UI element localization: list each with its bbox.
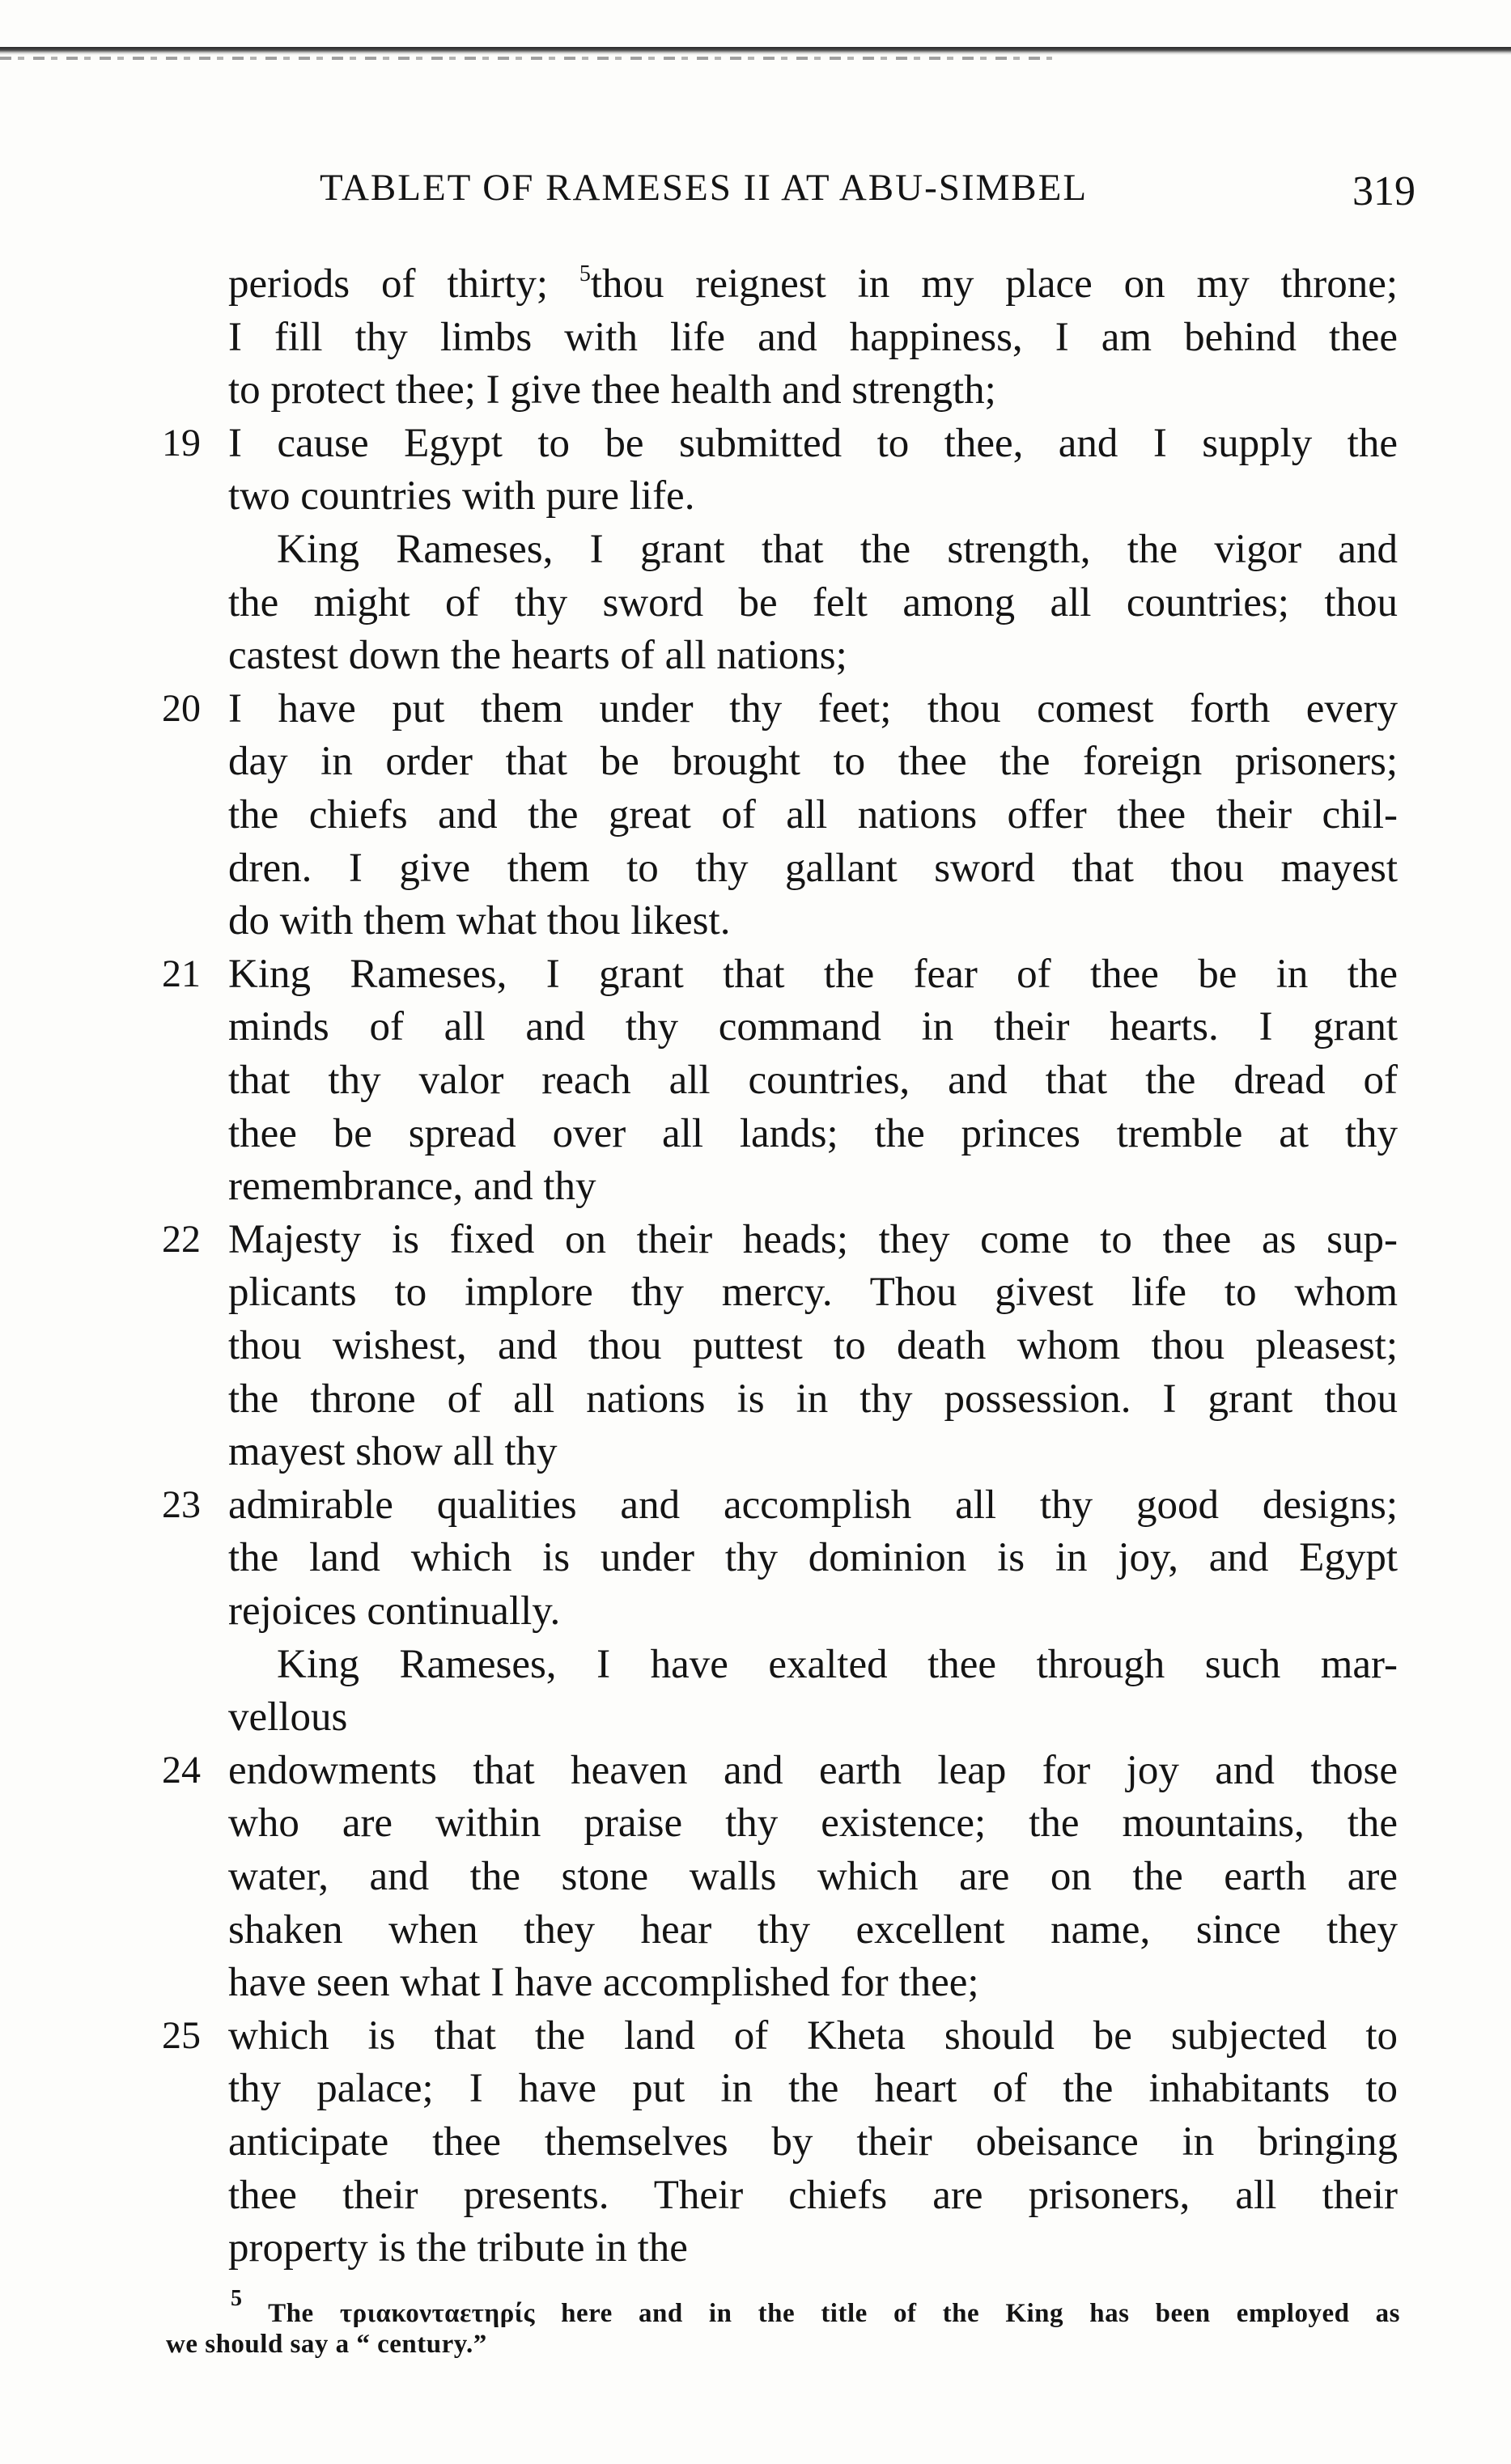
text-line: I cause Egypt to be submitted to thee, and I supply the [228, 421, 1398, 466]
verse-number: 23 [162, 1483, 201, 1526]
text-line: rejoices continually. [228, 1588, 561, 1634]
text-line: do with them what thou likest. [228, 898, 731, 944]
text-line: water, and the stone walls which are on the earth are [228, 1854, 1398, 1899]
running-title: TABLET OF RAMESES II AT ABU-SIMBEL [320, 167, 1089, 209]
text-line: thy palace; I have put in the heart of the inhabitants to [228, 2066, 1398, 2111]
text-line: property is the tribute in the [228, 2225, 688, 2271]
text-line: the chiefs and the great of all nations offer thee their chil- [228, 792, 1398, 838]
text-line: anticipate thee themselves by their obeisance in bringing [228, 2119, 1398, 2165]
text-line: to protect thee; I give thee health and strength; [228, 367, 996, 413]
footnote-line-2: we should say a “ century.” [166, 2330, 487, 2359]
scan-border [0, 47, 1511, 55]
text-line: the land which is under thy dominion is in joy, and Egypt [228, 1535, 1398, 1580]
text-line: remembrance, and thy [228, 1164, 596, 1209]
text-line: the throne of all nations is in thy possession. I grant thou [228, 1376, 1398, 1422]
text-line: plicants to implore thy mercy. Thou givest life to whom [228, 1270, 1398, 1315]
footnote-line-1 [166, 2286, 1400, 2329]
text-line: thou wishest, and thou puttest to death whom thou pleasest; [228, 1323, 1398, 1368]
text-line: I fill thy limbs with life and happiness, I am behind thee [228, 315, 1398, 360]
text-line: who are within praise thy existence; the mountains, the [228, 1800, 1398, 1846]
text-line: shaken when they hear thy excellent name, since they [228, 1907, 1398, 1953]
text-line: thee be spread over all lands; the princes tremble at thy [228, 1111, 1398, 1156]
text-line: admirable qualities and accomplish all thy good designs; [228, 1482, 1398, 1528]
text-line: castest down the hearts of all nations; [228, 633, 847, 678]
verse-number: 24 [162, 1749, 201, 1792]
text-line: I have put them under thy feet; thou comest forth every [228, 686, 1398, 732]
text-line: thee their presents. Their chiefs are prisoners, all their [228, 2173, 1398, 2218]
text-line: have seen what I have accomplished for thee; [228, 1960, 979, 2005]
text-line: which is that the land of Kheta should be subjected to [228, 2013, 1398, 2059]
text-line [228, 257, 1398, 311]
text-line: Majesty is fixed on their heads; they come to thee as sup- [228, 1217, 1398, 1262]
scan-border-noise [0, 57, 1052, 60]
footnote-marker: 5 [231, 2286, 243, 2311]
text-line: endowments that heaven and earth leap for joy and those [228, 1748, 1398, 1793]
text-line: King Rameses, I have exalted thee through such mar- [277, 1642, 1398, 1687]
footnote-text-1: The τριακονταετηρίς here and in the title of the King has been employed as [268, 2299, 1400, 2328]
verse-number: 19 [162, 422, 201, 464]
verse-number: 25 [162, 2014, 201, 2057]
text-segment: thou reignest in my place on my throne; [590, 261, 1399, 307]
page-header [320, 166, 1416, 231]
verse-number: 22 [162, 1218, 201, 1261]
text-segment: periods of thirty; [228, 261, 579, 307]
verse-number: 20 [162, 687, 201, 730]
text-line: King Rameses, I grant that the strength, the vigor and [277, 527, 1398, 572]
text-line: mayest show all thy [228, 1429, 558, 1474]
text-line: minds of all and thy command in their hearts. I grant [228, 1004, 1398, 1050]
page-number: 319 [1352, 168, 1416, 214]
text-line: vellous [228, 1694, 348, 1740]
footnote-reference: 5 [579, 261, 591, 286]
verse-number: 21 [162, 952, 201, 995]
text-line: King Rameses, I grant that the fear of thee be in the [228, 952, 1398, 997]
text-line: day in order that be brought to thee the foreign prisoners; [228, 739, 1398, 784]
text-line: the might of thy sword be felt among all countries; thou [228, 580, 1398, 626]
text-line: two countries with pure life. [228, 473, 695, 519]
text-line: dren. I give them to thy gallant sword that thou mayest [228, 846, 1398, 891]
text-line: that thy valor reach all countries, and that the dread of [228, 1058, 1398, 1103]
